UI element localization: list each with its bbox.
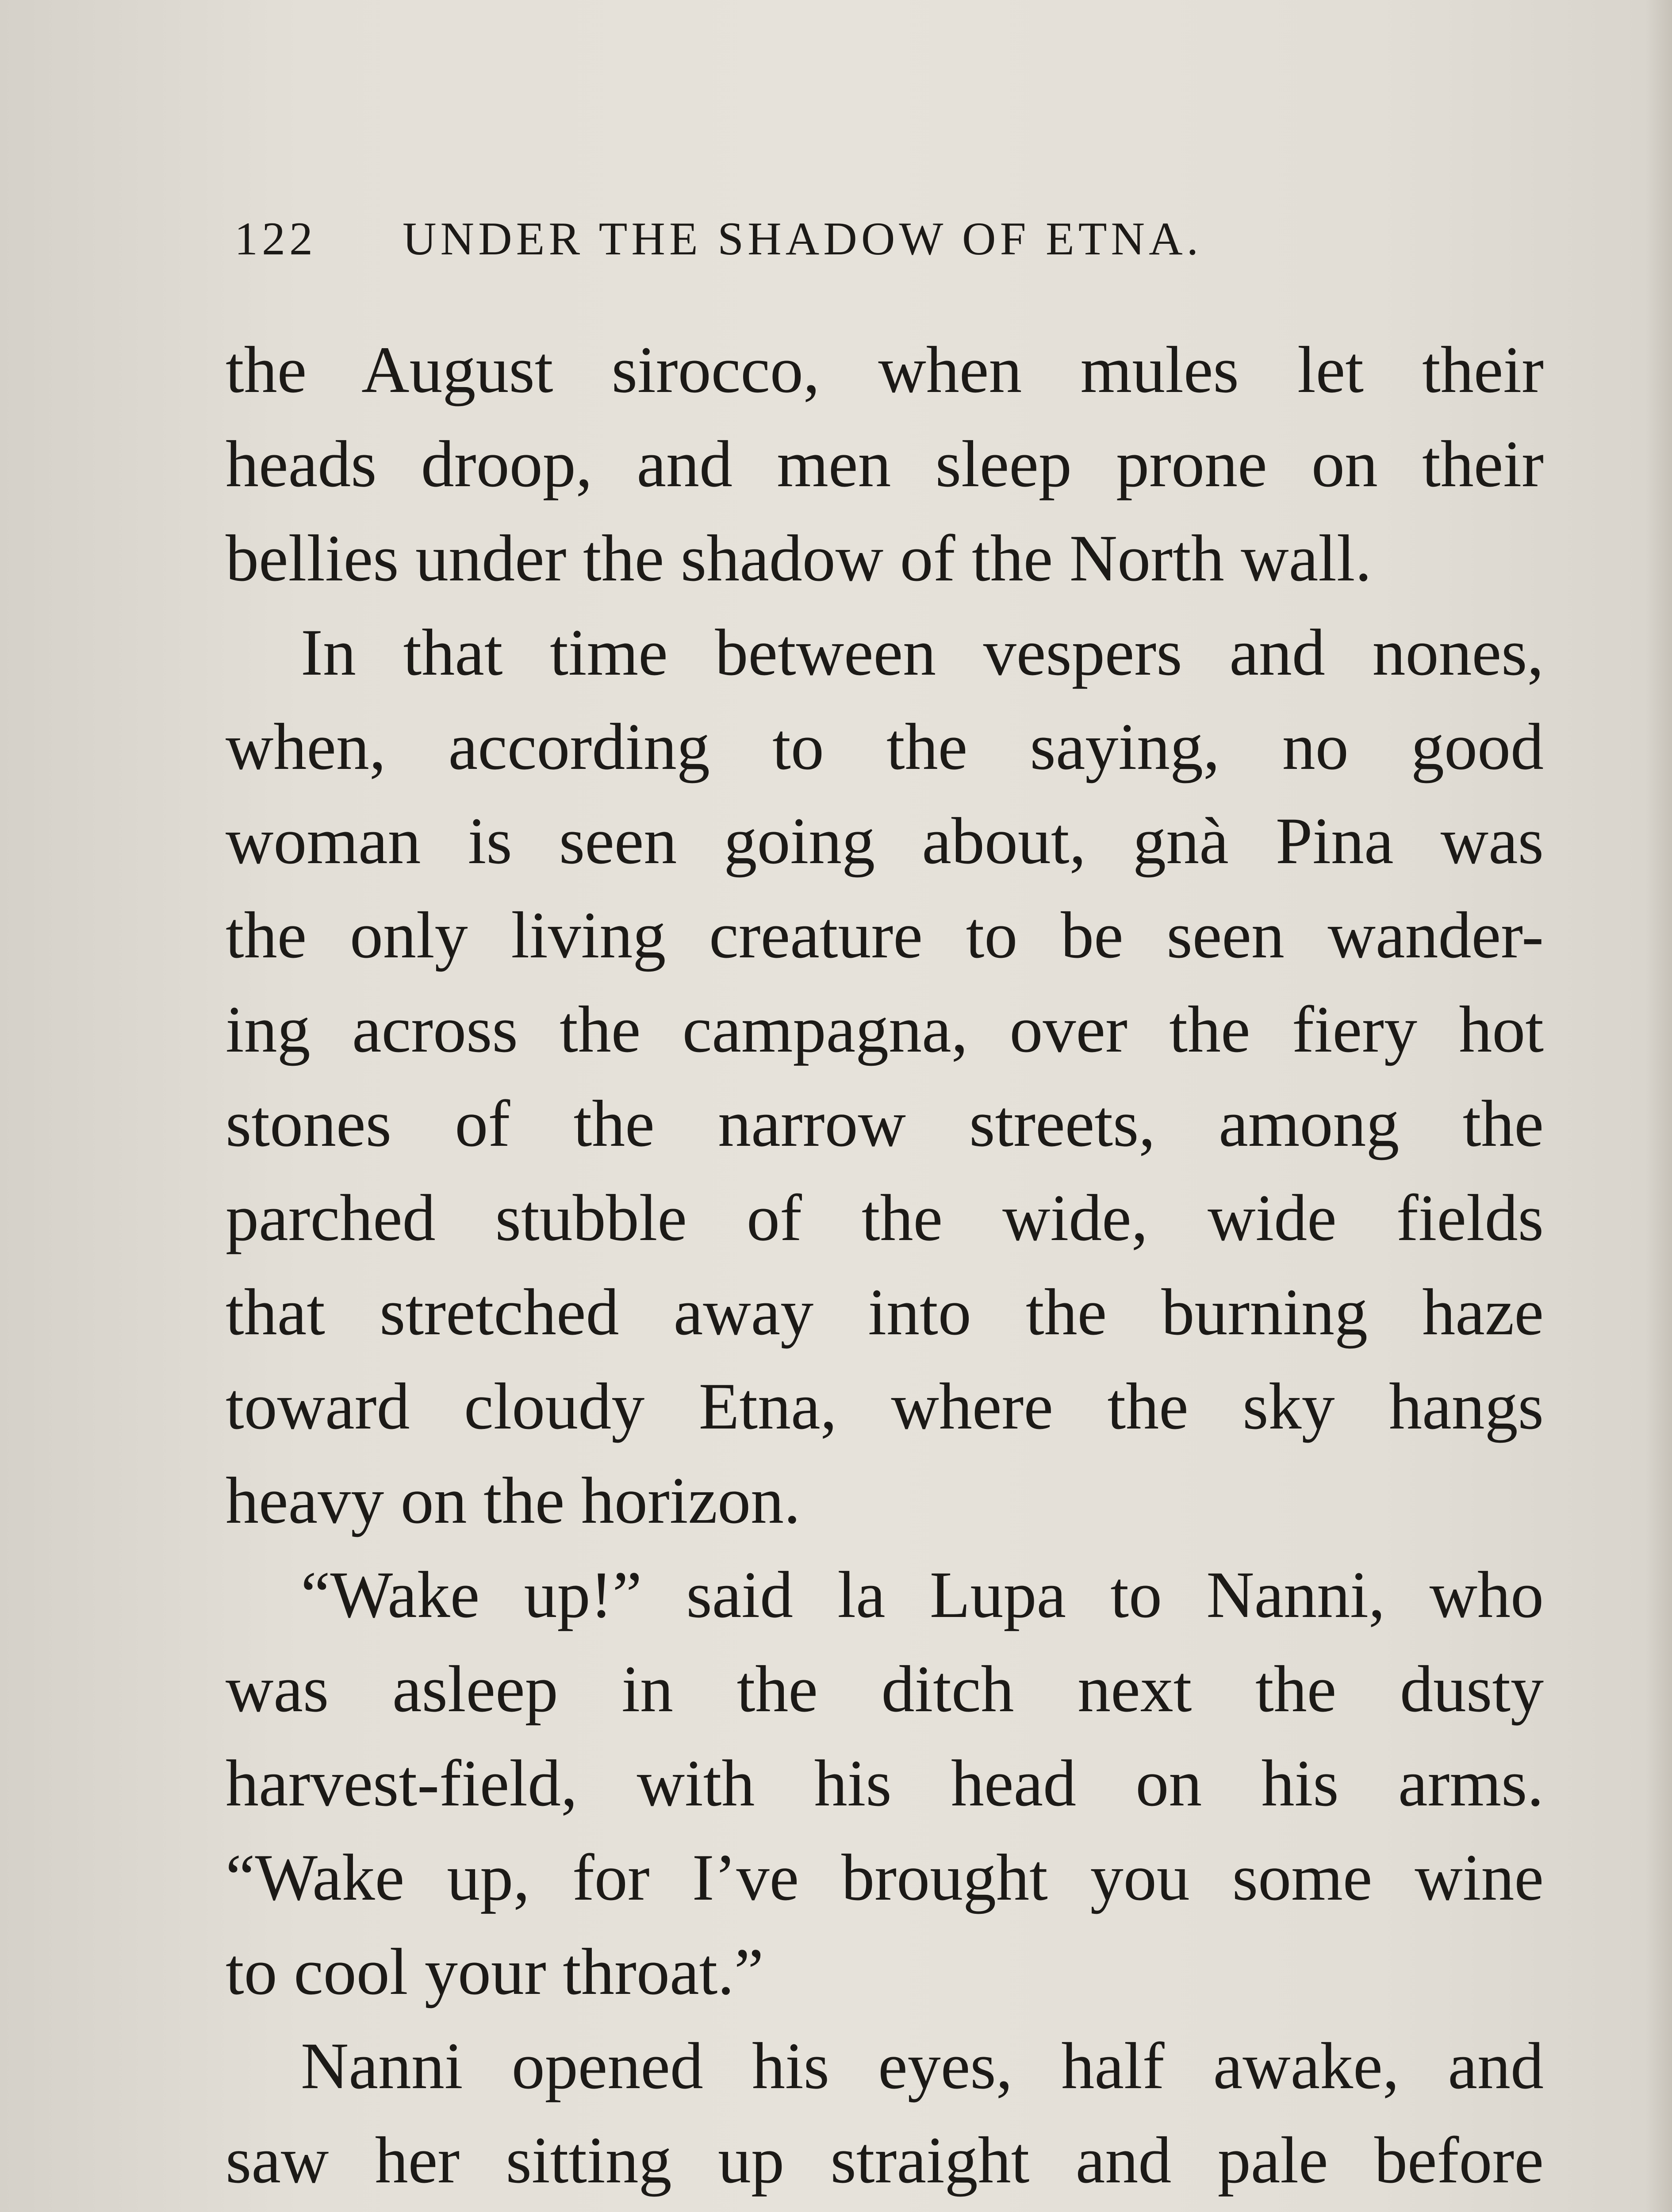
text-line: heads droop, and men sleep prone on their xyxy=(226,427,1544,501)
text-line: ing across the campagna, over the fiery hot xyxy=(226,993,1544,1066)
text-line: woman is seen going about, gnà Pina was xyxy=(226,804,1544,878)
text-line: the August sirocco, when mules let their xyxy=(226,333,1544,407)
text-line: heavy on the horizon. xyxy=(226,1464,801,1537)
text-line: the only living creature to be seen wander- xyxy=(226,899,1544,972)
paragraph-start-line: Nanni opened his eyes, half awake, and xyxy=(301,2029,1544,2103)
text-line: to cool your throat.” xyxy=(226,1935,764,2008)
text-line: was asleep in the ditch next the dusty xyxy=(226,1652,1544,1726)
text-line: toward cloudy Etna, where the sky hangs xyxy=(226,1370,1544,1443)
text-line: harvest-field, with his head on his arms. xyxy=(226,1747,1544,1820)
text-line: when, according to the saying, no good xyxy=(226,710,1544,783)
text-line: saw her sitting up straight and pale before xyxy=(226,2124,1544,2197)
paragraph-start-line: In that time between vespers and nones, xyxy=(301,616,1544,689)
paragraph-start-line: “Wake up!” said la Lupa to Nanni, who xyxy=(301,1558,1544,1632)
text-line xyxy=(226,2208,1544,2212)
running-head xyxy=(234,208,1544,270)
text-line: that stretched away into the burning haze xyxy=(226,1275,1544,1349)
text-line: stones of the narrow streets, among the xyxy=(226,1087,1544,1160)
page-edge-shadow xyxy=(1645,0,1672,2212)
running-title: UNDER THE SHADOW OF ETNA. xyxy=(403,213,1203,265)
text-line: parched stubble of the wide, wide fields xyxy=(226,1181,1544,1255)
text-line: “Wake up, for I’ve brought you some wine xyxy=(226,1841,1544,1914)
body-text xyxy=(226,323,1544,2212)
page-number: 122 xyxy=(234,213,317,265)
text-line: bellies under the shadow of the North wall. xyxy=(226,522,1372,595)
